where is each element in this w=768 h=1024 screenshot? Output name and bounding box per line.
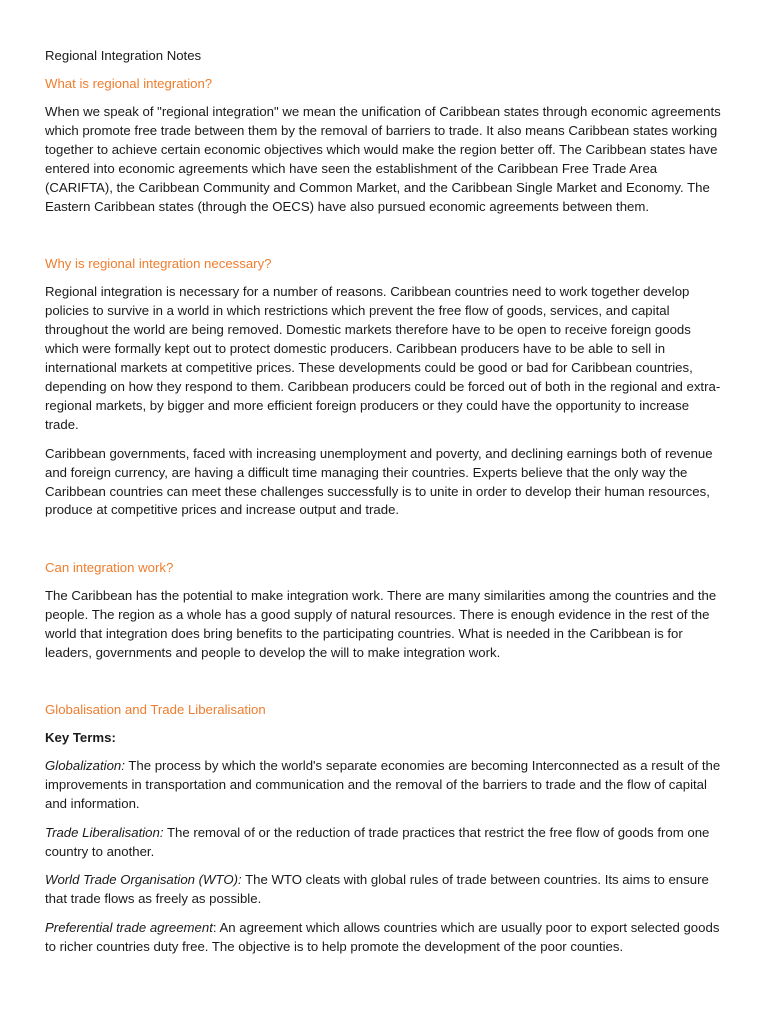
section-heading-can-integration-work: Can integration work? bbox=[45, 560, 174, 576]
section-heading-why-necessary: Why is regional integration necessary? bbox=[45, 256, 272, 272]
spacer bbox=[45, 226, 724, 255]
term-text: The process by which the world's separate economies are becoming Interconnected as a result of the improvements in transportation and communication and the removal of the barriers to trade and the flow of capital and information. bbox=[45, 757, 721, 811]
term-name: Trade Liberalisation: bbox=[45, 824, 164, 840]
term-definition bbox=[45, 871, 724, 909]
document-title: Regional Integration Notes bbox=[45, 48, 202, 63]
term-definition bbox=[45, 824, 724, 862]
section-heading-what-is-regional-integration: What is regional integration? bbox=[45, 76, 213, 91]
term-definition bbox=[45, 757, 724, 814]
term-text: : An agreement which allows countries which are usually poor to export selected goods to richer countries duty free. The objective is to help promote the development of the poor counties. bbox=[45, 920, 720, 955]
section-heading-globalisation: Globalisation and Trade Liberalisation bbox=[45, 701, 266, 717]
spacer bbox=[45, 673, 724, 701]
paragraph: The Caribbean has the potential to make integration work. There are many similarities among the countries and the people. The region as a whole has a good supply of natural resources. There is enough evidence in the rest of the world that integration does bring benefits to the participating countries. What is needed in the Caribbean is for leaders, governments and people to develop the will to make integration work. bbox=[45, 588, 717, 661]
term-name: Preferential trade agreement bbox=[45, 920, 213, 936]
term-definition bbox=[45, 919, 724, 957]
spacer bbox=[45, 530, 724, 559]
term-name: Globalization: bbox=[45, 757, 125, 773]
term-text: The WTO cleats with global rules of trade between countries. Its aims to ensure that trade flows as freely as possible. bbox=[45, 872, 709, 907]
term-name: World Trade Organisation (WTO): bbox=[45, 872, 242, 888]
paragraph: Caribbean governments, faced with increasing unemployment and poverty, and declining earnings both of revenue and foreign currency, are having a difficult time managing their countries. Experts believe that the only way the Caribbean countries can meet these challenges successfully is to unite in order to develop their human resources, produce at competitive prices and increase output and trade. bbox=[45, 445, 713, 518]
paragraph: Regional integration is necessary for a number of reasons. Caribbean countries need to work together develop policies to survive in a world in which restrictions which prevent the free flow of goods, services, and capital throughout the world are being removed. Domestic markets therefore have to be open to receive foreign goods which were formally kept out to protect domestic producers. Caribbean producers have to be able to sell in international markets at competitive prices. These developments could be good or bad for Caribbean countries, depending on how they respond to them. Caribbean producers could be forced out of both in the regional and extra-regional markets, by bigger and more efficient foreign producers or they could have the opportunity to increase trade. bbox=[45, 284, 721, 432]
key-terms-label: Key Terms: bbox=[45, 729, 116, 745]
term-text: The removal of or the reduction of trade practices that restrict the free flow of goods from one country to another. bbox=[45, 824, 710, 859]
paragraph: When we speak of "regional integration" we mean the unification of Caribbean states through economic agreements which promote free trade between them by the removal of barriers to trade. It also means Caribbean states working together to achieve certain economic objectives which would make the region better off. The Caribbean states have entered into economic agreements which have seen the establishment of the Caribbean Free Trade Area (CARIFTA), the Caribbean Community and Common Market, and the Caribbean Single Market and Economy. The Eastern Caribbean states (through the OECS) have also pursued economic agreements between them. bbox=[45, 104, 721, 214]
